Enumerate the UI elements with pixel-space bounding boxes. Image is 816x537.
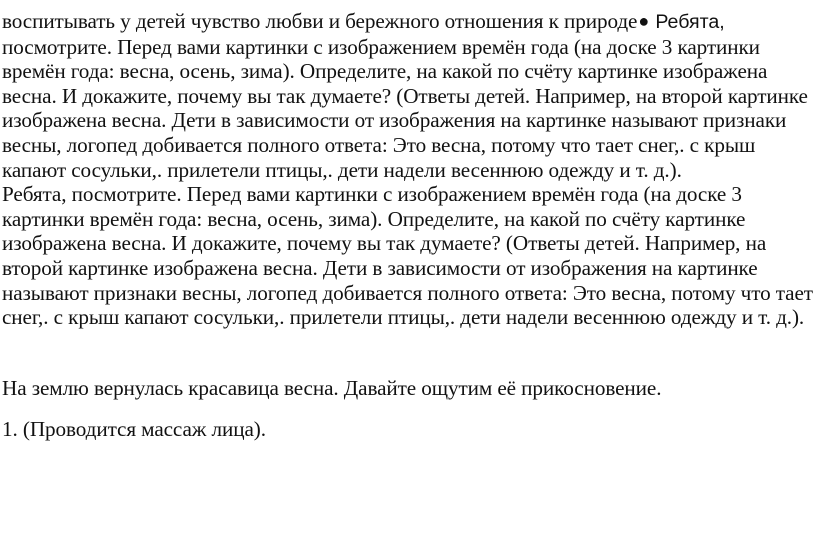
- step-line: 1. (Проводится массаж лица).: [2, 417, 266, 442]
- paragraph-spacer-2: [2, 400, 814, 417]
- intro-continuation: посмотрите. Перед вами картинки с изображением времён года (на доске 3 картинки времён года: весна, осень, зима). Определите, на какой по счёту картинке изображена весна. И докажите, почему вы так думаете? (Ответы детей. Например, на второй картинке изображена весна. Дети в зависимости от изображения на картинке называют признаки весны, логопед добивается полного ответа: Это весна, потому что тает снег,. с крыш капают сосульки,. прилетели птицы,. дети надели весеннюю одежду и т. д.).: [2, 34, 808, 182]
- bullet-icon: ●: [638, 11, 650, 31]
- intro-sans-text: Ребята,: [655, 11, 725, 33]
- spring-line: На землю вернулась красавица весна. Давайте ощутим её прикосновение.: [2, 375, 662, 400]
- document-page: [2, 9, 814, 442]
- intro-paragraph: [2, 9, 814, 182]
- paragraph-spacer: [2, 330, 814, 376]
- repeat-paragraph: Ребята, посмотрите. Перед вами картинки с изображением времён года (на доске 3 картинки времён года: весна, осень, зима). Определите, на какой по счёту картинке изображена весна. И докажите, почему вы так думаете? (Ответы детей. Например, на второй картинке изображена весна. Дети в зависимости от изображения на картинке называют признаки весны, логопед добивается полного ответа: Это весна, потому что тает снег,. с крыш капают сосульки,. прилетели птицы,. дети надели весеннюю одежду и т. д.).: [2, 182, 813, 330]
- intro-lead-text: воспитывать у детей чувство любви и бережного отношения к природе: [2, 9, 638, 33]
